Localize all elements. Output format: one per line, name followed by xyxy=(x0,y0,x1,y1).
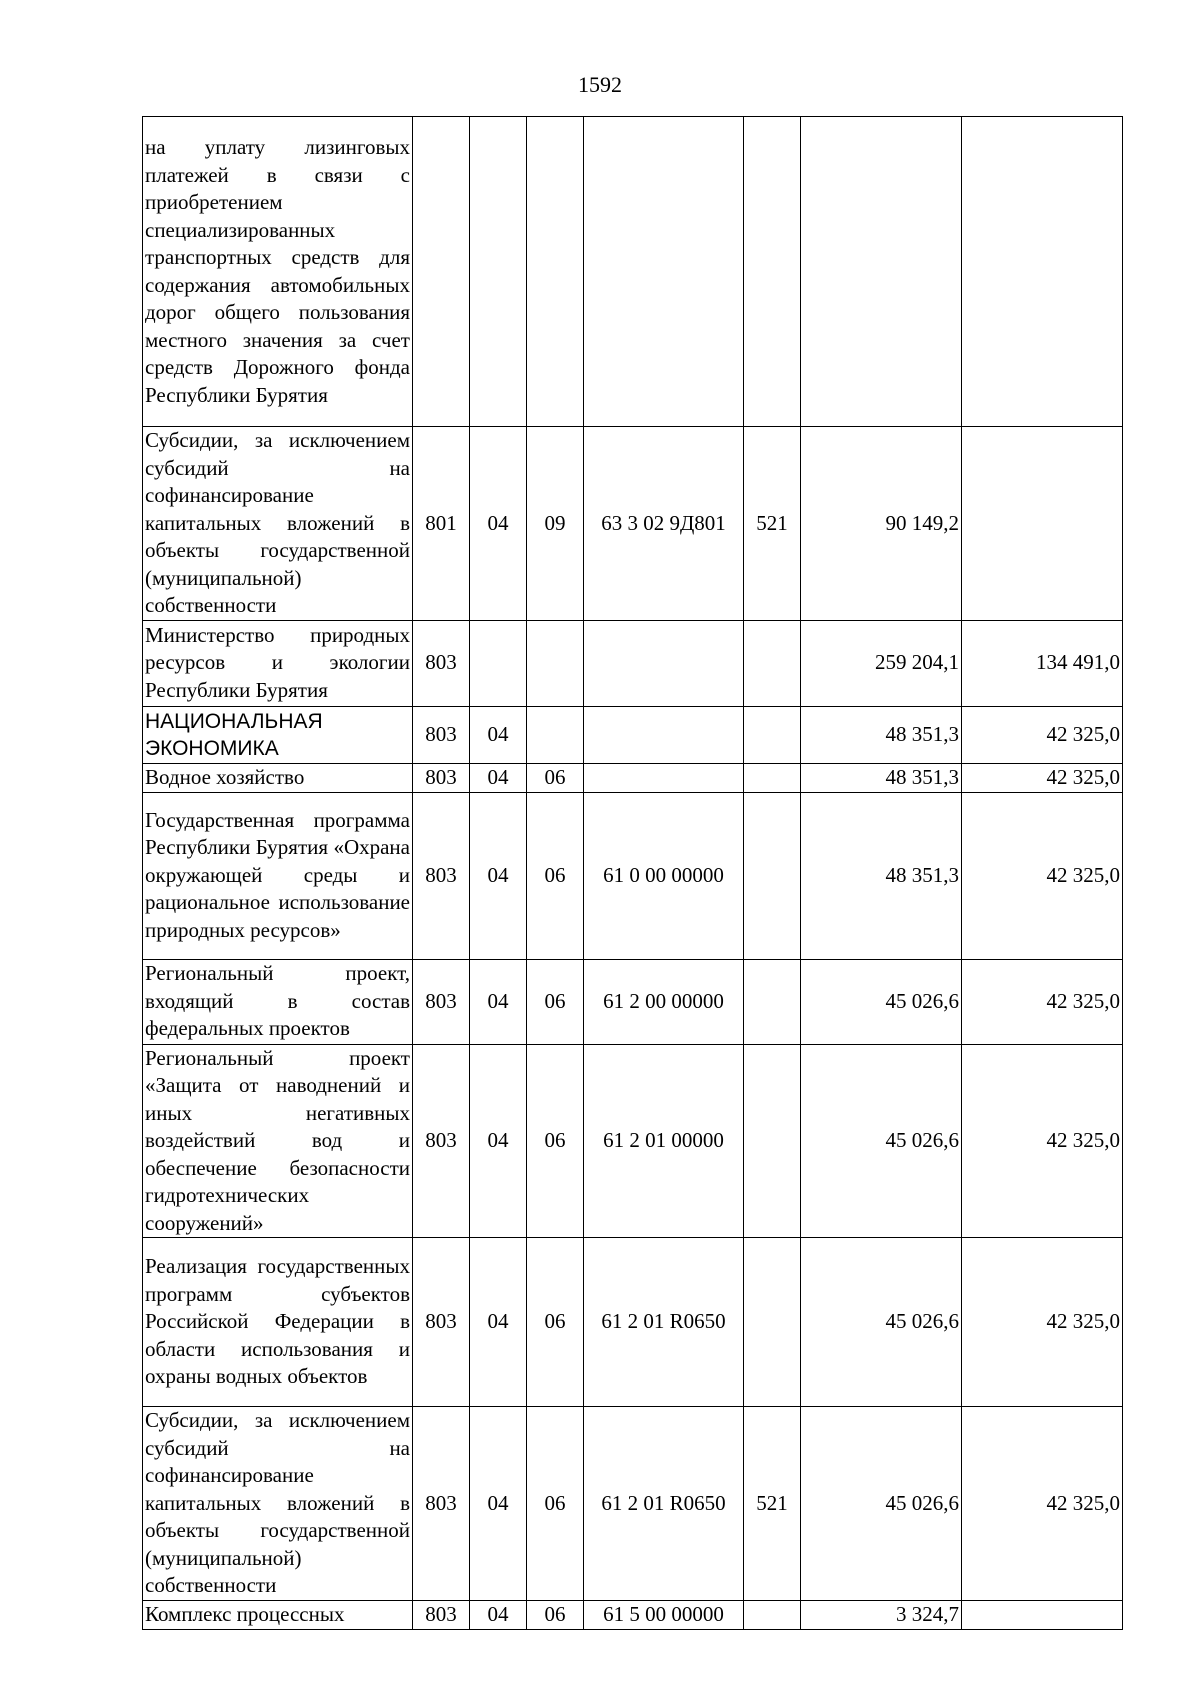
table-row xyxy=(143,706,1123,763)
cell-sum-2: 42 325,0 xyxy=(962,1407,1123,1601)
cell-vr xyxy=(744,959,801,1044)
cell-sum-1: 48 351,3 xyxy=(801,763,962,792)
cell-sum-1: 90 149,2 xyxy=(801,427,962,621)
table-row xyxy=(143,1600,1123,1629)
cell-csr: 61 2 01 R0650 xyxy=(584,1238,744,1407)
cell-sum-2 xyxy=(962,117,1123,427)
cell-ved: 803 xyxy=(413,1044,470,1238)
cell-csr: 61 2 00 00000 xyxy=(584,959,744,1044)
cell-sum-1: 45 026,6 xyxy=(801,1238,962,1407)
cell-sum-2: 134 491,0 xyxy=(962,620,1123,706)
cell-ved: 801 xyxy=(413,427,470,621)
row-description: Водное хозяйство xyxy=(143,763,413,792)
cell-pr: 09 xyxy=(527,427,584,621)
cell-pr: 06 xyxy=(527,763,584,792)
cell-vr xyxy=(744,1600,801,1629)
cell-sum-1: 48 351,3 xyxy=(801,706,962,763)
page-number: 1592 xyxy=(578,72,622,97)
cell-rz: 04 xyxy=(470,1044,527,1238)
cell-pr: 06 xyxy=(527,1044,584,1238)
cell-rz xyxy=(470,620,527,706)
row-description: на уплату лизинговых платежей в связи с приобретением специализированных транспортных средств для содержания автомобильных дорог общего пользования местного значения за счет средств Дорожного фонда Республики Бурятия xyxy=(143,117,413,427)
table-row xyxy=(143,792,1123,959)
row-description: Комплекс процессных xyxy=(143,1600,413,1629)
cell-sum-1: 45 026,6 xyxy=(801,959,962,1044)
table-row xyxy=(143,763,1123,792)
cell-sum-2: 42 325,0 xyxy=(962,706,1123,763)
cell-ved: 803 xyxy=(413,763,470,792)
cell-sum-1: 45 026,6 xyxy=(801,1407,962,1601)
row-description: Министерство природных ресурсов и экологии Республики Бурятия xyxy=(143,620,413,706)
cell-ved: 803 xyxy=(413,959,470,1044)
row-description: Реализация государственных программ субъектов Российской Федерации в области использования и охраны водных объектов xyxy=(143,1238,413,1407)
cell-csr xyxy=(584,763,744,792)
cell-sum-2: 42 325,0 xyxy=(962,1044,1123,1238)
cell-vr xyxy=(744,763,801,792)
cell-rz: 04 xyxy=(470,1600,527,1629)
cell-sum-2 xyxy=(962,1600,1123,1629)
cell-pr xyxy=(527,117,584,427)
cell-sum-1: 259 204,1 xyxy=(801,620,962,706)
row-description: Субсидии, за исключением субсидий на софинансирование капитальных вложений в объекты государственной (муниципальной) собственности xyxy=(143,427,413,621)
row-description: Региональный проект, входящий в состав федеральных проектов xyxy=(143,959,413,1044)
cell-vr xyxy=(744,620,801,706)
cell-pr xyxy=(527,706,584,763)
table-row xyxy=(143,620,1123,706)
cell-rz: 04 xyxy=(470,959,527,1044)
cell-pr: 06 xyxy=(527,1407,584,1601)
cell-rz: 04 xyxy=(470,706,527,763)
cell-ved: 803 xyxy=(413,1600,470,1629)
cell-pr: 06 xyxy=(527,1238,584,1407)
cell-sum-1: 45 026,6 xyxy=(801,1044,962,1238)
table-row xyxy=(143,427,1123,621)
cell-vr xyxy=(744,1238,801,1407)
cell-vr: 521 xyxy=(744,1407,801,1601)
table-row xyxy=(143,1407,1123,1601)
cell-sum-2: 42 325,0 xyxy=(962,959,1123,1044)
cell-csr: 63 3 02 9Д801 xyxy=(584,427,744,621)
row-description: Региональный проект «Защита от наводнений и иных негативных воздействий вод и обеспечение безопасности гидротехнических сооружений» xyxy=(143,1044,413,1238)
cell-vr xyxy=(744,792,801,959)
cell-sum-1: 48 351,3 xyxy=(801,792,962,959)
cell-ved: 803 xyxy=(413,620,470,706)
cell-csr: 61 2 01 00000 xyxy=(584,1044,744,1238)
cell-pr: 06 xyxy=(527,1600,584,1629)
cell-csr xyxy=(584,706,744,763)
cell-rz: 04 xyxy=(470,427,527,621)
cell-sum-2: 42 325,0 xyxy=(962,763,1123,792)
row-description: НАЦИОНАЛЬНАЯ ЭКОНОМИКА xyxy=(143,706,413,763)
cell-pr: 06 xyxy=(527,959,584,1044)
cell-vr xyxy=(744,706,801,763)
cell-rz: 04 xyxy=(470,1407,527,1601)
cell-rz xyxy=(470,117,527,427)
cell-vr: 521 xyxy=(744,427,801,621)
cell-sum-1 xyxy=(801,117,962,427)
row-description: Государственная программа Республики Бурятия «Охрана окружающей среды и рациональное использование природных ресурсов» xyxy=(143,792,413,959)
cell-pr: 06 xyxy=(527,792,584,959)
table-row xyxy=(143,959,1123,1044)
table-row xyxy=(143,117,1123,427)
cell-rz: 04 xyxy=(470,763,527,792)
cell-sum-2 xyxy=(962,427,1123,621)
table-row xyxy=(143,1238,1123,1407)
cell-vr xyxy=(744,117,801,427)
cell-ved xyxy=(413,117,470,427)
cell-ved: 803 xyxy=(413,706,470,763)
cell-csr: 61 5 00 00000 xyxy=(584,1600,744,1629)
cell-csr: 61 2 01 R0650 xyxy=(584,1407,744,1601)
cell-rz: 04 xyxy=(470,792,527,959)
cell-vr xyxy=(744,1044,801,1238)
cell-sum-2: 42 325,0 xyxy=(962,1238,1123,1407)
cell-csr xyxy=(584,620,744,706)
cell-ved: 803 xyxy=(413,792,470,959)
cell-rz: 04 xyxy=(470,1238,527,1407)
cell-sum-1: 3 324,7 xyxy=(801,1600,962,1629)
cell-csr xyxy=(584,117,744,427)
cell-ved: 803 xyxy=(413,1238,470,1407)
row-description: Субсидии, за исключением субсидий на софинансирование капитальных вложений в объекты государственной (муниципальной) собственности xyxy=(143,1407,413,1601)
cell-ved: 803 xyxy=(413,1407,470,1601)
table-row xyxy=(143,1044,1123,1238)
cell-csr: 61 0 00 00000 xyxy=(584,792,744,959)
cell-pr xyxy=(527,620,584,706)
budget-table xyxy=(142,116,1123,1630)
cell-sum-2: 42 325,0 xyxy=(962,792,1123,959)
